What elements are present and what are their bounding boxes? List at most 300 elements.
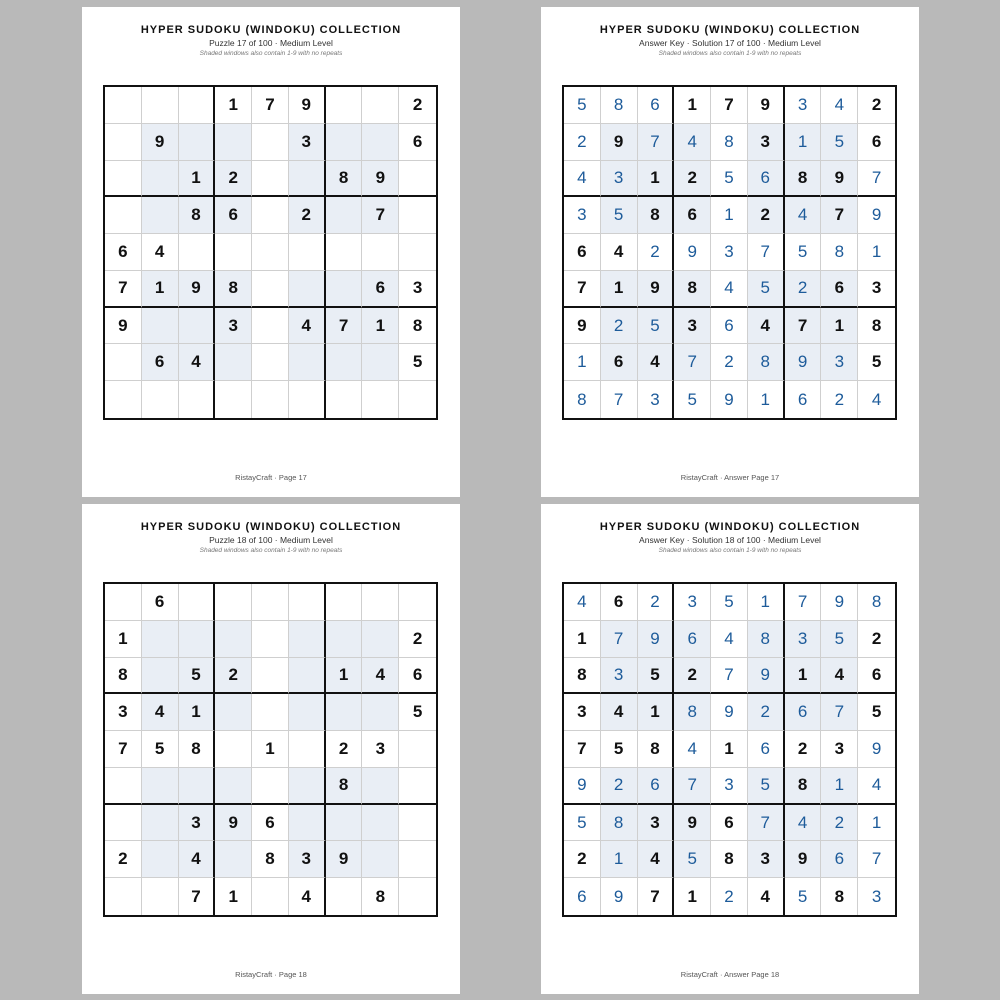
sudoku-cell: 6 [711,308,748,345]
sudoku-cell: 8 [785,768,822,805]
sudoku-cell: 6 [858,124,895,161]
sudoku-cell: 7 [564,731,601,768]
sudoku-cell: 6 [748,161,785,198]
sudoku-grid [103,582,438,917]
sudoku-cell: 1 [142,271,179,308]
sudoku-cell: 3 [399,271,436,308]
sudoku-cell: 9 [362,161,399,198]
sudoku-cell: 8 [179,197,216,234]
sudoku-cell: 6 [601,344,638,381]
sudoku-cell [179,768,216,805]
sudoku-cell: 7 [252,87,289,124]
sudoku-cell [105,124,142,161]
sudoku-cell [399,234,436,271]
sudoku-cell [399,197,436,234]
sudoku-cell: 2 [858,621,895,658]
sudoku-cell: 4 [674,731,711,768]
sudoku-cell: 4 [142,234,179,271]
sudoku-cell: 2 [638,584,675,621]
sudoku-cell [142,161,179,198]
sudoku-cell: 9 [601,124,638,161]
sudoku-cell: 6 [785,381,822,418]
sudoku-cell: 9 [711,694,748,731]
sudoku-cell: 2 [105,841,142,878]
sudoku-cell: 6 [362,271,399,308]
sudoku-cell: 6 [105,234,142,271]
sudoku-cell: 9 [564,308,601,345]
sudoku-cell: 6 [674,621,711,658]
sudoku-cell: 6 [564,878,601,915]
sudoku-cell [399,731,436,768]
sudoku-cell [142,768,179,805]
sudoku-cell: 1 [105,621,142,658]
sudoku-cell: 8 [748,621,785,658]
sudoku-cell: 4 [179,841,216,878]
sudoku-cell: 2 [748,197,785,234]
sudoku-cell [326,805,363,842]
sudoku-cell [215,841,252,878]
sudoku-cell [326,344,363,381]
sudoku-cell: 9 [638,271,675,308]
sudoku-cell: 9 [179,271,216,308]
sudoku-cell [252,381,289,418]
sudoku-cell: 1 [858,805,895,842]
sudoku-cell [326,234,363,271]
sudoku-cell: 3 [711,768,748,805]
sudoku-cell: 7 [858,841,895,878]
sudoku-cell: 7 [105,731,142,768]
sudoku-cell: 7 [638,878,675,915]
sudoku-cell: 5 [785,878,822,915]
sudoku-cell: 5 [674,841,711,878]
sudoku-cell: 4 [785,197,822,234]
sudoku-grid [562,85,897,420]
sudoku-cell: 4 [748,308,785,345]
sudoku-cell [179,124,216,161]
sudoku-cell: 1 [711,731,748,768]
sudoku-cell: 3 [711,234,748,271]
sudoku-cell: 8 [601,87,638,124]
sudoku-cell: 3 [674,584,711,621]
sudoku-cell: 3 [674,308,711,345]
sudoku-cell: 9 [601,878,638,915]
page-footer: RistayCraft · Answer Page 17 [680,473,780,482]
sudoku-cell: 5 [674,381,711,418]
sudoku-cell: 5 [399,344,436,381]
sudoku-cell: 6 [821,271,858,308]
sudoku-cell: 9 [858,731,895,768]
sudoku-cell: 5 [821,124,858,161]
sudoku-cell: 7 [564,271,601,308]
sudoku-cell: 4 [785,805,822,842]
sudoku-cell [215,694,252,731]
sudoku-cell [289,731,326,768]
sudoku-cell [289,694,326,731]
sudoku-cell: 3 [289,841,326,878]
sudoku-cell: 3 [821,731,858,768]
sudoku-cell [215,584,252,621]
sudoku-cell [142,841,179,878]
sudoku-cell: 3 [858,271,895,308]
sudoku-cell [252,271,289,308]
sudoku-cell: 3 [638,805,675,842]
sudoku-cell: 3 [785,621,822,658]
sudoku-cell: 9 [215,805,252,842]
sudoku-cell [179,381,216,418]
sudoku-cell [399,878,436,915]
sudoku-cell: 8 [674,694,711,731]
sudoku-cell [289,381,326,418]
sudoku-cell: 5 [711,584,748,621]
sudoku-cell: 7 [821,694,858,731]
sudoku-cell: 2 [785,271,822,308]
sudoku-cell: 1 [821,768,858,805]
sudoku-cell: 5 [399,694,436,731]
sudoku-cell: 4 [362,658,399,695]
sudoku-cell: 8 [821,234,858,271]
sudoku-cell: 5 [564,805,601,842]
sudoku-cell: 6 [601,584,638,621]
page-footer: RistayCraft · Answer Page 18 [680,970,780,979]
sudoku-cell [105,805,142,842]
sudoku-cell: 6 [674,197,711,234]
sudoku-cell: 8 [674,271,711,308]
sudoku-cell: 6 [142,344,179,381]
sudoku-cell: 7 [326,308,363,345]
sudoku-cell [215,344,252,381]
page-title: HYPER SUDOKU (WINDOKU) COLLECTION [599,24,861,36]
sudoku-cell: 4 [564,584,601,621]
sudoku-cell: 1 [748,381,785,418]
sudoku-cell: 3 [564,694,601,731]
puzzle-page-17 [82,7,460,497]
sudoku-cell: 4 [638,344,675,381]
sudoku-cell: 7 [711,87,748,124]
sudoku-cell [289,621,326,658]
sudoku-cell: 8 [252,841,289,878]
sudoku-cell: 9 [105,308,142,345]
sudoku-grid [103,85,438,420]
sudoku-cell: 7 [748,234,785,271]
sudoku-cell: 9 [821,584,858,621]
sudoku-cell [252,694,289,731]
sudoku-cell: 2 [399,621,436,658]
sudoku-cell: 6 [711,805,748,842]
sudoku-cell: 5 [748,768,785,805]
sudoku-cell: 4 [821,658,858,695]
sudoku-cell: 4 [821,87,858,124]
sudoku-cell [105,344,142,381]
sudoku-cell: 9 [674,234,711,271]
sudoku-cell: 2 [821,381,858,418]
sudoku-cell: 3 [638,381,675,418]
sudoku-cell: 6 [399,658,436,695]
sudoku-cell: 7 [674,344,711,381]
sudoku-cell [362,768,399,805]
sudoku-cell: 5 [179,658,216,695]
sudoku-cell: 2 [215,658,252,695]
sudoku-cell: 1 [362,308,399,345]
sudoku-cell: 8 [601,805,638,842]
sudoku-cell [289,234,326,271]
sudoku-cell: 2 [711,878,748,915]
sudoku-cell: 1 [711,197,748,234]
sudoku-cell: 1 [215,878,252,915]
sudoku-cell: 4 [601,234,638,271]
sudoku-cell [252,584,289,621]
sudoku-cell [179,584,216,621]
sudoku-cell [326,271,363,308]
sudoku-cell [252,308,289,345]
sudoku-cell [362,694,399,731]
sudoku-cell: 4 [711,621,748,658]
sudoku-cell: 9 [821,161,858,198]
sudoku-cell: 6 [142,584,179,621]
sudoku-cell [289,344,326,381]
sudoku-cell [326,87,363,124]
sudoku-cell: 9 [564,768,601,805]
sudoku-cell: 5 [711,161,748,198]
sudoku-cell: 2 [748,694,785,731]
page-note: Shaded windows also contain 1-9 with no repeats [658,50,802,57]
sudoku-cell [326,124,363,161]
sudoku-cell: 2 [638,234,675,271]
sudoku-cell: 9 [748,658,785,695]
sudoku-cell: 1 [638,694,675,731]
sudoku-cell: 3 [748,124,785,161]
sudoku-cell [399,161,436,198]
sudoku-cell: 4 [289,878,326,915]
sudoku-cell [289,161,326,198]
sudoku-cell: 1 [638,161,675,198]
page-footer: RistayCraft · Page 18 [235,970,307,979]
sudoku-cell [142,197,179,234]
sudoku-cell: 3 [785,87,822,124]
sudoku-cell: 8 [326,161,363,198]
sudoku-cell: 8 [748,344,785,381]
sudoku-cell: 3 [601,161,638,198]
sudoku-cell [179,87,216,124]
sudoku-cell [362,344,399,381]
sudoku-cell: 7 [785,308,822,345]
sudoku-cell: 7 [362,197,399,234]
sudoku-cell [362,584,399,621]
sudoku-cell [326,878,363,915]
sudoku-cell: 6 [399,124,436,161]
sudoku-cell: 2 [674,658,711,695]
sudoku-cell: 3 [564,197,601,234]
sudoku-cell [362,381,399,418]
sudoku-cell: 9 [711,381,748,418]
sudoku-cell: 1 [674,87,711,124]
sudoku-cell: 2 [785,731,822,768]
sudoku-cell [215,731,252,768]
sudoku-cell: 8 [105,658,142,695]
sudoku-cell: 4 [601,694,638,731]
sudoku-cell [105,161,142,198]
sudoku-cell [105,87,142,124]
sudoku-cell [142,805,179,842]
answer-page-17 [541,7,919,497]
sudoku-cell: 2 [215,161,252,198]
sudoku-cell: 1 [821,308,858,345]
sudoku-cell [362,87,399,124]
sudoku-cell: 1 [785,658,822,695]
sudoku-cell: 5 [858,344,895,381]
sudoku-cell: 2 [564,841,601,878]
sudoku-cell [362,621,399,658]
sudoku-cell: 3 [289,124,326,161]
sudoku-cell: 4 [564,161,601,198]
sudoku-cell [105,878,142,915]
sudoku-cell: 2 [711,344,748,381]
page-note: Shaded windows also contain 1-9 with no repeats [199,547,343,554]
sudoku-cell: 1 [674,878,711,915]
sudoku-cell: 2 [821,805,858,842]
page-title: HYPER SUDOKU (WINDOKU) COLLECTION [140,24,402,36]
sudoku-cell [142,381,179,418]
sudoku-cell: 5 [638,308,675,345]
sudoku-cell: 8 [858,308,895,345]
sudoku-cell [142,621,179,658]
sudoku-cell: 9 [858,197,895,234]
sudoku-cell [215,768,252,805]
sudoku-cell [326,621,363,658]
sudoku-cell: 1 [858,234,895,271]
sudoku-cell: 7 [179,878,216,915]
sudoku-cell: 2 [674,161,711,198]
sudoku-cell: 2 [601,768,638,805]
sudoku-cell: 7 [785,584,822,621]
sudoku-cell [362,234,399,271]
sudoku-cell [252,344,289,381]
sudoku-cell: 1 [252,731,289,768]
sudoku-cell [326,584,363,621]
sudoku-cell: 9 [674,805,711,842]
sudoku-cell: 9 [785,344,822,381]
sudoku-cell: 4 [179,344,216,381]
sudoku-cell: 6 [821,841,858,878]
sudoku-cell: 6 [748,731,785,768]
sudoku-cell: 6 [564,234,601,271]
sudoku-cell: 8 [399,308,436,345]
sudoku-cell [215,234,252,271]
sudoku-cell: 3 [871,886,882,906]
sudoku-cell: 5 [748,271,785,308]
sudoku-cell: 6 [858,658,895,695]
page-subtitle: Puzzle 17 of 100 · Medium Level [209,38,333,48]
sudoku-cell: 5 [858,694,895,731]
answer-page-18 [541,504,919,994]
sudoku-cell: 1 [179,161,216,198]
sudoku-cell: 1 [564,344,601,381]
sudoku-cell [252,197,289,234]
sudoku-cell: 2 [326,731,363,768]
sudoku-cell [252,234,289,271]
sudoku-cell [289,805,326,842]
sudoku-cell [362,124,399,161]
sudoku-cell [179,234,216,271]
sudoku-cell: 6 [638,87,675,124]
page-title: HYPER SUDOKU (WINDOKU) COLLECTION [140,521,402,533]
sudoku-cell: 3 [748,841,785,878]
sudoku-cell [179,621,216,658]
sudoku-cell: 1 [326,658,363,695]
sudoku-cell: 2 [601,308,638,345]
sudoku-cell [399,381,436,418]
sudoku-cell [399,805,436,842]
sudoku-cell [252,768,289,805]
sudoku-cell: 8 [785,161,822,198]
sudoku-cell: 6 [215,197,252,234]
sudoku-cell [326,197,363,234]
sudoku-cell: 7 [748,805,785,842]
sudoku-cell: 1 [564,621,601,658]
sudoku-cell: 1 [785,124,822,161]
sudoku-cell [326,694,363,731]
sudoku-cell: 9 [638,621,675,658]
sudoku-cell: 4 [289,308,326,345]
sudoku-cell [252,658,289,695]
sudoku-cell: 4 [638,841,675,878]
sudoku-cell: 1 [601,841,638,878]
sudoku-cell: 8 [711,124,748,161]
sudoku-cell: 1 [215,87,252,124]
sudoku-cell [326,381,363,418]
sudoku-cell: 3 [179,805,216,842]
sudoku-cell: 9 [785,841,822,878]
page-subtitle: Answer Key · Solution 17 of 100 · Medium Level [639,38,821,48]
sudoku-cell: 5 [601,731,638,768]
sudoku-cell [215,381,252,418]
sudoku-cell: 1 [748,584,785,621]
page-footer: RistayCraft · Page 17 [235,473,307,482]
sudoku-cell: 5 [785,234,822,271]
sudoku-cell: 1 [601,271,638,308]
sudoku-cell: 8 [564,381,601,418]
sudoku-cell: 5 [564,87,601,124]
sudoku-cell [289,584,326,621]
sudoku-cell: 5 [601,197,638,234]
sudoku-cell: 8 [638,197,675,234]
sudoku-cell [105,197,142,234]
sudoku-cell: 8 [821,878,858,915]
sudoku-cell: 7 [638,124,675,161]
sudoku-cell: 3 [105,694,142,731]
sudoku-cell: 8 [638,731,675,768]
sudoku-cell: 7 [601,621,638,658]
sudoku-cell [105,584,142,621]
sudoku-cell: 8 [179,731,216,768]
sudoku-cell: 8 [215,271,252,308]
sudoku-cell [289,271,326,308]
sudoku-cell: 4 [674,124,711,161]
sudoku-cell: 3 [821,344,858,381]
puzzle-page-18 [82,504,460,994]
sudoku-cell [252,878,289,915]
sudoku-grid [562,582,897,917]
sudoku-cell [252,124,289,161]
sudoku-cell: 3 [362,731,399,768]
sudoku-cell: 4 [858,768,895,805]
sudoku-cell [215,621,252,658]
sudoku-cell: 9 [142,124,179,161]
sudoku-cell [215,124,252,161]
sudoku-cell: 8 [326,768,363,805]
sudoku-cell [399,768,436,805]
sudoku-cell [142,308,179,345]
page-title: HYPER SUDOKU (WINDOKU) COLLECTION [599,521,861,533]
